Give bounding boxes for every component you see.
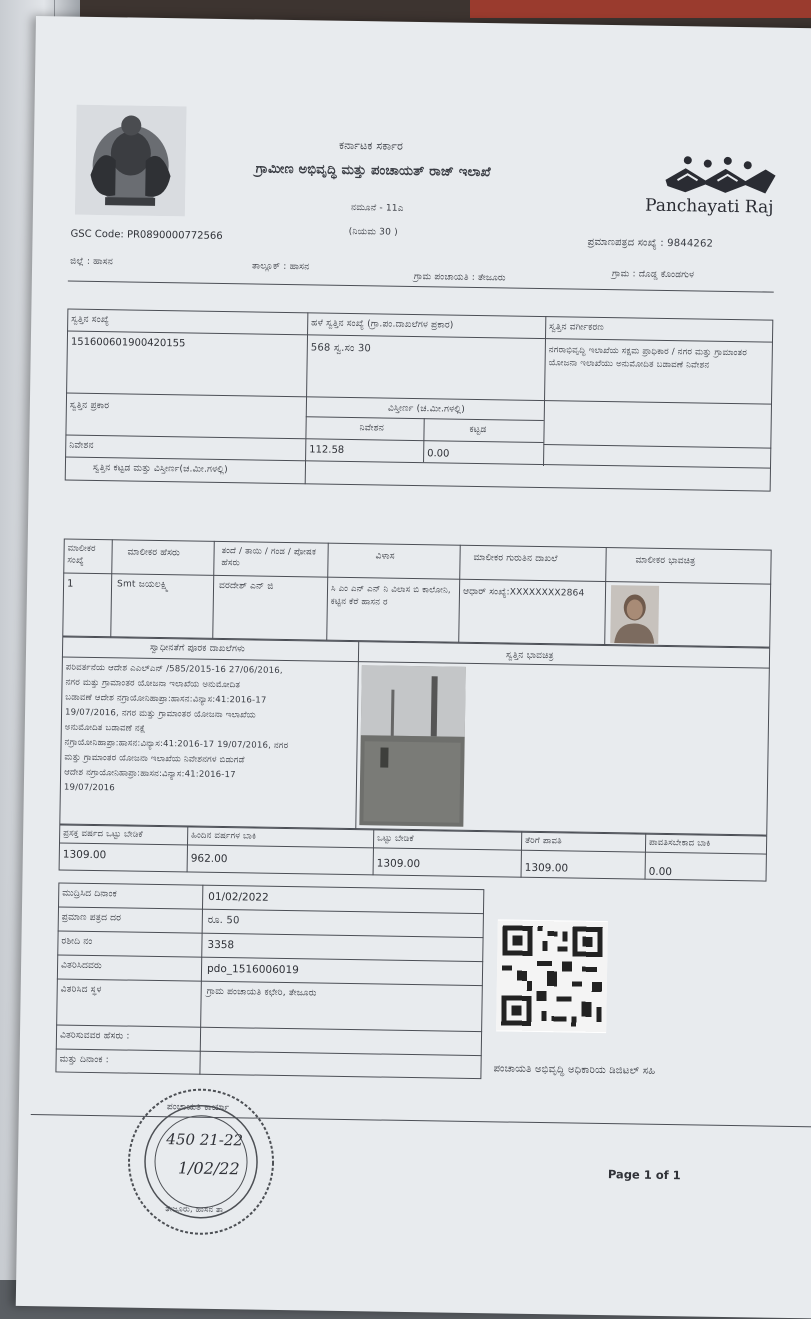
department-title: ಗ್ರಾಮೀಣ ಅಭಿವೃದ್ಧಿ ಮತ್ತು ಪಂಚಾಯತ್ ರಾಜ್ ಇಲಾಖೆ [255, 161, 491, 181]
issued-by: pdo_1516006019 [206, 962, 299, 977]
property-type: ನಿವೇಶನ [69, 440, 94, 451]
old-property-id-header: ಹಳೆ ಸ್ವತ್ತಿನ ಸಂಖ್ಯೆ (ಗ್ರಾ.ಪಂ.ದಾಖಲೆಗಳ ಪ್ರಕಾರ) [311, 318, 454, 331]
total-demand: 1309.00 [376, 857, 421, 871]
district: ಜಿಲ್ಲೆ : ಹಾಸನ [70, 256, 114, 268]
fee-value: ರೂ. 50 [207, 914, 240, 927]
page-number: Page 1 of 1 [607, 1167, 681, 1183]
owner-photo-header: ಮಾಲೀಕರ ಭಾವಚಿತ್ರ [635, 555, 696, 567]
seal-handwriting-2: 1/02/22 [177, 1158, 240, 1179]
building-header: ಕಟ್ಟಡ [469, 424, 487, 436]
form-number: ನಮೂನೆ - 11ಎ [350, 202, 404, 214]
property-type-header: ಸ್ವತ್ತಿನ ಪ್ರಕಾರ [69, 400, 110, 412]
owner-photo [610, 585, 659, 644]
building-area: 0.00 [427, 448, 450, 460]
karnataka-emblem-icon [75, 105, 187, 217]
issue-place: ಗ್ರಾಮ ಪಂಚಾಯತಿ ಕಛೇರಿ, ತೇಜೂರು [206, 986, 317, 999]
property-id-header: ಸ್ವತ್ತಿನ ಸಂಖ್ಯೆ [71, 314, 110, 326]
site-area: 112.58 [309, 444, 345, 456]
receipt-number: 3358 [207, 938, 235, 952]
building-type-header: ಸ್ವತ್ತಿನ ಕಟ್ಟಡ ಮತ್ತು ವಿಸ್ತೀರ್ಣ(ಚ.ಮೀ.ಗಳಲ್ಲಿ) [92, 462, 228, 476]
doc-line: ನಗರ ಮತ್ತು ಗ್ರಾಮಾಂತರ ಯೋಜನಾ ಇಲಾಖೆಯ ಅನುಮೋದಿತ [65, 677, 241, 691]
place-label: ವಿತರಿಸಿದ ಸ್ಥಳ [60, 984, 102, 996]
doc-line: ಆದೇಶ ನಗ್ರಾಯೋನಿಹಾಪ್ರಾ:ಹಾಸನ:ವಿನ್ಯಾಸ:41:2016-17 [64, 767, 236, 781]
tax-paid: 1309.00 [524, 861, 569, 875]
receipt-label: ರಶೀದಿ ನಂ [61, 936, 93, 947]
doc-line: ಬಡಾವಣೆ ಆದೇಶ ನಗ್ರಾಯೋನಿಹಾಪ್ರಾ:ಹಾಸನ:ವಿನ್ಯಾಸ:41:2016-17 [65, 692, 267, 706]
fee-label: ಪ್ರಮಾಣ ಪತ್ರದ ದರ [61, 912, 122, 924]
qr-code-icon [496, 919, 608, 1033]
village: ಗ್ರಾಮ : ದೊಡ್ಡ ಕೊಂಡಗುಳ [611, 269, 695, 281]
owner-number-header: ಮಾಲೀಕರ ಸಂಖ್ಯೆ [67, 543, 96, 566]
total-demand-header: ಒಟ್ಟು ಬೇಡಿಕೆ [377, 833, 414, 845]
old-property-id: 568 ಸ್ವ.ಸಂ 30 [310, 342, 372, 355]
current-demand-header: ಪ್ರಸಕ್ತ ವರ್ಷದ ಒಟ್ಟು ಬೇಡಿಕೆ [63, 828, 143, 840]
gram-panchayat-seal [125, 1086, 277, 1238]
relation-header: ತಂದೆ / ತಾಯಿ / ಗಂಡ / ಪೋಷಕ ಹೆಸರು [221, 545, 317, 569]
property-photo-header: ಸ್ವತ್ತಿನ ಭಾವಚಿತ್ರ [505, 650, 554, 662]
owner-address: ಸಿ ಎಂ ಎನ್ ಎನ್ ನಿ ವಿಲಾಸ ಬಿ ಕಾಲೋನಿ, ಕಟ್ಟಿನ ಕೆರೆ ಹಾಸನ ರ [330, 583, 451, 608]
id-document-header: ಮಾಲೀಕರ ಗುರುತಿನ ದಾಖಲೆ [473, 552, 558, 565]
gram-panchayat: ಗ್ರಾಮ ಪಂಚಾಯತಿ : ತೇಜೂರು [413, 271, 506, 284]
seal-bottom-text: ತೇಜೂರು, ಹಾಸನ ತಾ [165, 1204, 224, 1215]
property-photo [359, 665, 466, 827]
owner-name-header: ಮಾಲೀಕರ ಹೆಸರು [127, 547, 181, 559]
owner-relation: ವರದೇಶ್ ಎನ್ ಜಿ [218, 580, 274, 592]
area-header: ವಿಸ್ತೀರ್ಣ (ಚ.ಮೀ.ಗಳಲ್ಲಿ) [387, 403, 466, 415]
classification-value: ನಗರಾಭಿವೃದ್ಧಿ ಇಲಾಖೆಯ ಸಕ್ಷಮ ಪ್ರಾಧಿಕಾರ / ನಗರ ಮತ್ತು ಗ್ರಾಮಾಂತರ ಯೋಜನಾ ಇಲಾಖೆಯು ಅನುಮೋದಿತ ಬಡಾವಣೆ ನಿವೇಶನ [548, 345, 748, 371]
address-header: ವಿಳಾಸ [375, 551, 395, 562]
print-date: 01/02/2022 [208, 890, 269, 904]
recipient-label: ವಿತರಿಸುವವರ ಹೆಸರು : [59, 1030, 130, 1042]
owner-id-document: ಆಧಾರ್ ಸಂಖ್ಯೆ:XXXXXXXX2864 [462, 586, 585, 599]
classification-header: ಸ್ವತ್ತಿನ ವರ್ಗೀಕರಣ [549, 322, 604, 333]
balance-due-header: ಪಾವತಿಸಬೇಕಾದ ಬಾಕಿ [649, 837, 711, 849]
current-demand: 1309.00 [62, 848, 107, 862]
digital-signature-label: ಪಂಚಾಯತಿ ಅಭಿವೃದ್ಧಿ ಅಧಿಕಾರಿಯ ಡಿಜಿಟಲ್ ಸಹಿ [493, 1063, 656, 1077]
seal-top-text: ಪಂಚಾಯತಿ ಕಾರ್ಯಾ [166, 1102, 230, 1114]
owner-name: Smt ಜಯಲಕ್ಷ್ಮಿ [117, 579, 169, 591]
doc-line: ಅನುಮೋದಿತ ಬಡಾವಣೆ ನಕ್ಷೆ [64, 722, 146, 734]
doc-line: ಮತ್ತು ಗ್ರಾಮಾಂತರ ಯೋಜನಾ ಇಲಾಖೆಯ ನಿವೇಶನಗಳ ಬಿಡುಗಡೆ [64, 752, 245, 766]
seal-handwriting-1: 450 21-22 [166, 1130, 244, 1150]
doc-line: 19/07/2016, ನಗರ ಮತ್ತು ಗ್ರಾಮಾಂತರ ಯೋಜನಾ ಇಲಾಖೆಯ [64, 707, 256, 721]
ownership-docs-header: ಸ್ವಾಧೀನತೆಗೆ ಪೂರಕ ದಾಖಲೆಗಳು [150, 642, 246, 655]
panchayati-raj-text: Panchayati Raj [644, 195, 774, 218]
certificate-number: ಪ್ರಮಾಣಪತ್ರದ ಸಂಖ್ಯೆ : 9844262 [587, 236, 714, 250]
doc-line: 19/07/2016 [63, 782, 115, 794]
sign-date-label: ಮತ್ತು ದಿನಾಂಕ : [59, 1054, 110, 1066]
ownership-docs-list [64, 661, 356, 801]
site-header: ನಿವೇಶನ [359, 423, 385, 434]
print-date-label: ಮುದ್ರಿಸಿದ ದಿನಾಂಕ [62, 888, 118, 900]
rule-number: (ನಿಯಮ 30 ) [348, 226, 398, 238]
issued-by-label: ವಿತರಿಸಿದವರು [61, 960, 102, 972]
property-id: 151600601900420155 [70, 336, 186, 350]
tax-paid-header: ತೆರಿಗೆ ಪಾವತಿ [525, 835, 562, 847]
owner-number: 1 [66, 578, 74, 590]
arrears-header: ಹಿಂದಿನ ವರ್ಷಗಳ ಬಾಕಿ [191, 830, 257, 842]
doc-line: ನಗ್ರಾಯೋನಿಹಾಪ್ರಾ:ಹಾಸನ:ವಿನ್ಯಾಸ:41:2016-17 19/07/2016, ನಗರ [64, 737, 289, 752]
arrears: 962.00 [190, 852, 228, 866]
taluk: ತಾಲ್ಲೂಕ್ : ಹಾಸನ [252, 261, 310, 273]
form-11a-sheet [16, 16, 811, 1318]
balance-due: 0.00 [648, 865, 673, 879]
govt-title: ಕರ್ನಾಟಕ ಸರ್ಕಾರ [338, 138, 404, 153]
doc-line: ಪರಿವರ್ತನೆಯ ಆದೇಶ ಎಎಲ್ಎನ್ /585/2015-16 27/06/2016, [65, 662, 283, 676]
gsc-code: GSC Code: PR0890000772566 [70, 228, 223, 242]
